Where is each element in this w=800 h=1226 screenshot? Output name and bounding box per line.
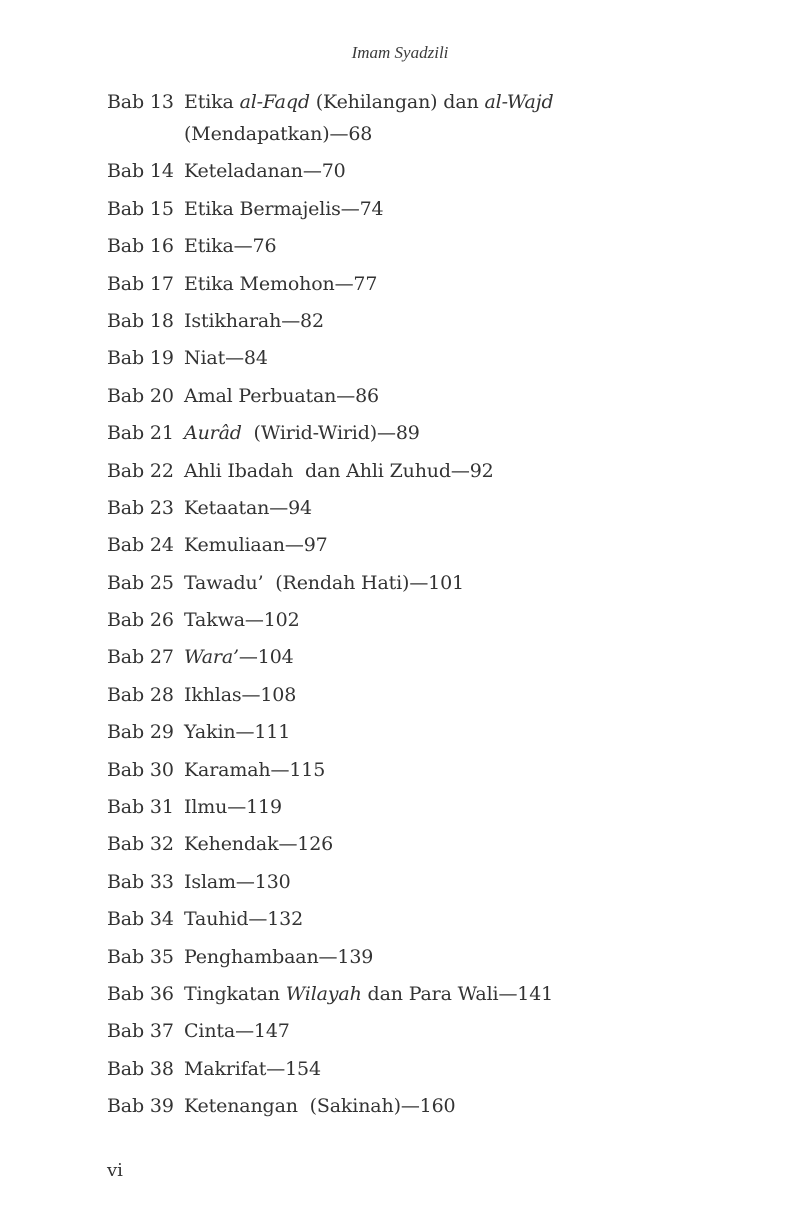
chapter-number: Bab 36 — [107, 982, 174, 1005]
chapter-title — [184, 492, 707, 524]
toc-entry — [107, 455, 707, 487]
title-text: Etika — [184, 91, 240, 113]
chapter-number: Bab 34 — [107, 908, 174, 931]
chapter-title-line — [184, 342, 707, 374]
chapter-number: Bab 39 — [107, 1095, 174, 1118]
title-text: (Wirid-Wirid)—89 — [241, 422, 420, 445]
chapter-title — [184, 716, 707, 748]
toc-entry — [107, 754, 707, 786]
chapter-number: Bab 16 — [107, 235, 174, 258]
title-text: Istikharah—82 — [184, 309, 324, 332]
chapter-number: Bab 35 — [107, 945, 174, 968]
chapter-title — [184, 791, 707, 823]
toc-entry — [107, 268, 707, 300]
chapter-number: Bab 37 — [107, 1020, 174, 1043]
toc-entry — [107, 866, 707, 898]
chapter-title — [184, 193, 707, 225]
chapter-title — [184, 903, 707, 935]
chapter-number: Bab 15 — [107, 197, 174, 220]
chapter-title — [184, 641, 707, 673]
chapter-title — [184, 417, 707, 449]
chapter-number: Bab 14 — [107, 160, 174, 183]
chapter-title-line — [184, 941, 707, 973]
chapter-title — [184, 230, 707, 262]
table-of-contents — [107, 86, 707, 1128]
toc-entry — [107, 417, 707, 449]
title-text: Tawadu’ (Rendah Hati)—101 — [184, 571, 464, 594]
chapter-number: Bab 13 — [107, 91, 174, 113]
chapter-title — [184, 1053, 707, 1085]
title-text: Etika Memohon—77 — [184, 272, 378, 295]
chapter-number: Bab 19 — [107, 347, 174, 370]
chapter-title-line — [184, 529, 707, 561]
title-text: Karamah—115 — [184, 758, 326, 781]
toc-entry — [107, 903, 707, 935]
chapter-title-line — [184, 828, 707, 860]
chapter-title-line — [184, 978, 707, 1010]
toc-entry — [107, 828, 707, 860]
chapter-title-line — [184, 716, 707, 748]
chapter-title — [184, 380, 707, 412]
chapter-title-line — [184, 791, 707, 823]
chapter-title — [184, 604, 707, 636]
toc-entry — [107, 1053, 707, 1085]
chapter-title — [184, 941, 707, 973]
chapter-number: Bab 17 — [107, 272, 174, 295]
chapter-title-line — [184, 1015, 707, 1047]
title-text: Etika—76 — [184, 235, 277, 258]
toc-entry — [107, 342, 707, 374]
chapter-number: Bab 31 — [107, 796, 174, 819]
chapter-title-line — [184, 866, 707, 898]
title-text: Takwa—102 — [184, 609, 300, 632]
toc-entry — [107, 193, 707, 225]
chapter-number: Bab 24 — [107, 534, 174, 557]
toc-entry — [107, 941, 707, 973]
chapter-number: Bab 32 — [107, 833, 174, 856]
chapter-number: Bab 22 — [107, 459, 174, 482]
italic-term: Aurâd — [184, 422, 242, 445]
chapter-title — [184, 305, 707, 337]
chapter-title — [184, 1015, 707, 1047]
italic-term: Wara’ — [184, 646, 239, 669]
toc-entry — [107, 230, 707, 262]
toc-entry — [107, 716, 707, 748]
title-text: (Kehilangan) dan — [309, 91, 485, 113]
chapter-title — [184, 1090, 707, 1122]
title-text: Penghambaan—139 — [184, 945, 374, 968]
chapter-title-line — [184, 230, 707, 262]
toc-entry — [107, 1090, 707, 1122]
chapter-title-line — [184, 754, 707, 786]
toc-entry — [107, 641, 707, 673]
chapter-title — [184, 86, 707, 150]
chapter-title-line — [184, 492, 707, 524]
chapter-title — [184, 679, 707, 711]
chapter-title-line — [184, 417, 707, 449]
chapter-title — [184, 268, 707, 300]
title-text: dan Para Wali—141 — [361, 982, 554, 1005]
chapter-title — [184, 866, 707, 898]
chapter-number: Bab 18 — [107, 309, 174, 332]
chapter-title-line — [184, 305, 707, 337]
chapter-title-line — [184, 641, 707, 673]
title-text: Tingkatan — [184, 982, 286, 1005]
chapter-title-line — [184, 268, 707, 300]
chapter-title-line — [184, 455, 707, 487]
chapter-title — [184, 342, 707, 374]
title-text: Islam—130 — [184, 870, 291, 893]
title-text: Makrifat—154 — [184, 1057, 321, 1080]
title-text: —104 — [238, 646, 294, 669]
chapter-title-line — [184, 903, 707, 935]
title-text: Ketenangan (Sakinah)—160 — [184, 1095, 456, 1118]
chapter-title-line — [184, 155, 707, 187]
toc-entry — [107, 305, 707, 337]
toc-entry — [107, 86, 707, 150]
title-text: Ahli Ibadah dan Ahli Zuhud—92 — [184, 459, 494, 482]
toc-entry — [107, 567, 707, 599]
chapter-title-line — [184, 118, 707, 150]
chapter-title-line — [184, 679, 707, 711]
chapter-title — [184, 978, 707, 1010]
chapter-title-line — [184, 1090, 707, 1122]
chapter-number: Bab 38 — [107, 1057, 174, 1080]
chapter-title-line — [184, 380, 707, 412]
title-text: Ketaatan—94 — [184, 496, 312, 519]
title-text: Ilmu—119 — [184, 796, 282, 819]
chapter-number: Bab 27 — [107, 646, 174, 669]
chapter-title — [184, 155, 707, 187]
chapter-title-line — [184, 193, 707, 225]
italic-term: Wilayah — [285, 982, 362, 1005]
toc-entry — [107, 1015, 707, 1047]
chapter-number: Bab 33 — [107, 870, 174, 893]
title-text: Kemuliaan—97 — [184, 534, 328, 557]
title-text: Tauhid—132 — [184, 908, 304, 931]
chapter-number: Bab 26 — [107, 609, 174, 632]
toc-entry — [107, 380, 707, 412]
title-text: Keteladanan—70 — [184, 160, 346, 183]
chapter-number: Bab 21 — [107, 422, 174, 445]
chapter-title — [184, 567, 707, 599]
running-header: Imam Syadzili — [351, 43, 449, 62]
title-text: Yakin—111 — [184, 721, 291, 744]
toc-entry — [107, 791, 707, 823]
toc-entry — [107, 492, 707, 524]
page-number: vi — [107, 1160, 123, 1181]
chapter-number: Bab 23 — [107, 496, 174, 519]
chapter-number: Bab 29 — [107, 721, 174, 744]
toc-entry — [107, 155, 707, 187]
title-text: Niat—84 — [184, 347, 268, 370]
chapter-title — [184, 455, 707, 487]
title-text: Cinta—147 — [184, 1020, 290, 1043]
chapter-title-line — [184, 86, 707, 118]
title-text: Etika Bermajelis—74 — [184, 197, 384, 220]
toc-entry — [107, 978, 707, 1010]
title-text: Amal Perbuatan—86 — [184, 384, 379, 407]
toc-entry — [107, 529, 707, 561]
toc-entry — [107, 679, 707, 711]
toc-entry — [107, 604, 707, 636]
chapter-title — [184, 828, 707, 860]
chapter-number: Bab 25 — [107, 571, 174, 594]
chapter-title — [184, 754, 707, 786]
chapter-number: Bab 28 — [107, 683, 174, 706]
title-text: (Mendapatkan)—68 — [184, 123, 373, 145]
chapter-title-line — [184, 567, 707, 599]
chapter-number: Bab 20 — [107, 384, 174, 407]
italic-term: al-Faqd — [239, 91, 310, 113]
chapter-title — [184, 529, 707, 561]
chapter-number: Bab 30 — [107, 758, 174, 781]
italic-term: al-Wajd — [484, 91, 554, 113]
chapter-title-line — [184, 604, 707, 636]
title-text: Ikhlas—108 — [184, 683, 297, 706]
title-text: Kehendak—126 — [184, 833, 334, 856]
chapter-title-line — [184, 1053, 707, 1085]
